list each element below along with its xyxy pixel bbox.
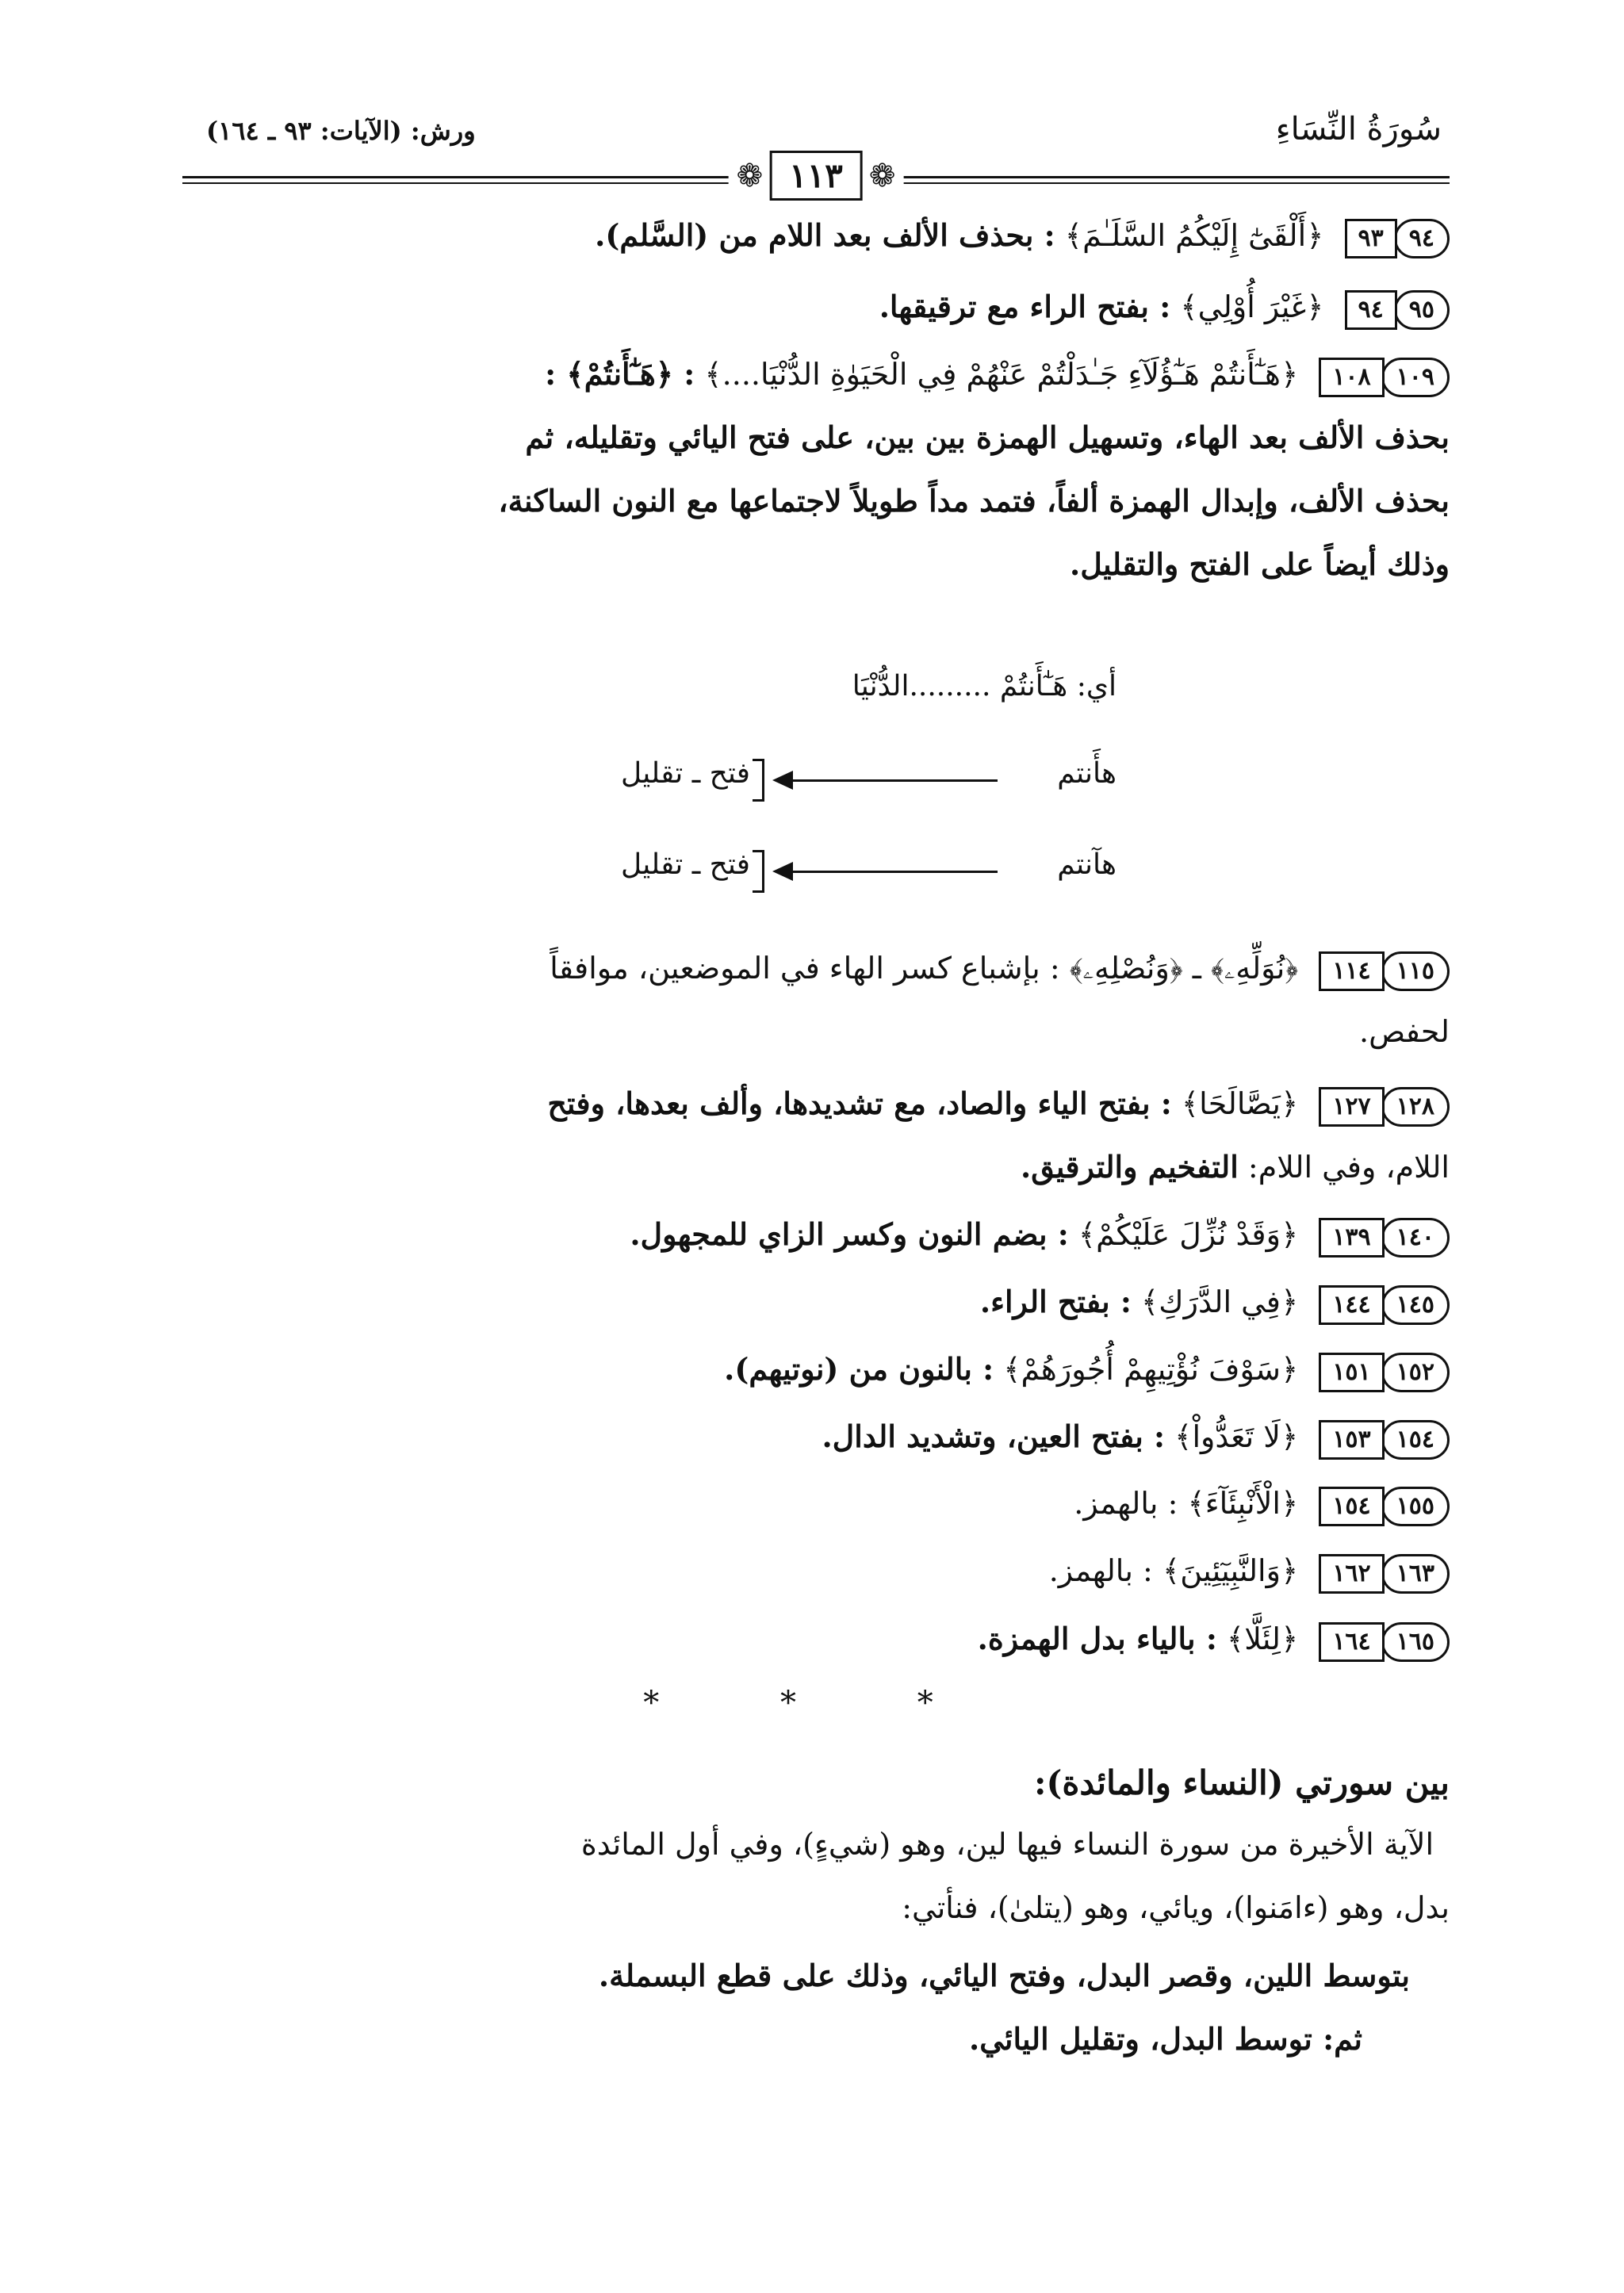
bracket-icon bbox=[753, 850, 764, 893]
page bbox=[182, 87, 1450, 2245]
entry-note: : ﴿هَـٰٓأَنتُمْ﴾ : bbox=[545, 356, 695, 392]
paragraph-prefix: ثم: bbox=[1323, 2021, 1362, 2057]
verse-text: ﴿لَا تَعَدُّواْ﴾ bbox=[1174, 1419, 1299, 1454]
verse-number-badge bbox=[1345, 219, 1450, 258]
hafs-number: ١٤٥ bbox=[1381, 1285, 1450, 1325]
entry-row bbox=[182, 1213, 1450, 1258]
paragraph-line: بتوسط اللين، وقصر البدل، وفتح اليائي، وذلك على قطع البسملة. bbox=[598, 1958, 1410, 1993]
verse-number-badge bbox=[1319, 1353, 1450, 1392]
diagram-title bbox=[852, 670, 1116, 702]
continuation-text-bold: التفخيم والترقيق. bbox=[1020, 1149, 1239, 1185]
verse-number-badge bbox=[1319, 1087, 1450, 1127]
bracket-icon bbox=[753, 759, 764, 802]
hafs-number: ١٥٢ bbox=[1381, 1353, 1450, 1392]
section-separator: * * * bbox=[643, 1685, 989, 1721]
entry-note: : بالهمز. bbox=[1048, 1553, 1153, 1588]
verse-text: ﴿غَيْرَ أُوْلِي﴾ bbox=[1180, 289, 1324, 324]
verse-text: ﴿نُوَلِّهِۦ﴾ ـ ﴿وَنُصْلِهِۦ﴾ bbox=[1069, 951, 1299, 986]
hafs-number: ١٦٣ bbox=[1381, 1554, 1450, 1594]
warsh-number: ١٦٢ bbox=[1319, 1554, 1384, 1594]
hafs-number: ٩٥ bbox=[1394, 290, 1450, 330]
arrow-left-icon bbox=[776, 779, 998, 782]
paragraph-line: بحذف الألف بعد الهاء، وتسهيل الهمزة بين بين، على فتح اليائي وتقليله، ثم bbox=[525, 419, 1450, 455]
entry-row bbox=[182, 1280, 1450, 1325]
warsh-number: ١٤٤ bbox=[1319, 1285, 1384, 1325]
entry-row bbox=[182, 1415, 1450, 1460]
warsh-number: ٩٤ bbox=[1345, 290, 1397, 330]
entry-row bbox=[182, 1082, 1450, 1127]
verse-text: ﴿الْأَنْبِئَآءَ﴾ bbox=[1187, 1486, 1299, 1521]
entry-note: : بفتح الياء والصاد، مع تشديدها، وألف بعدها، وفتح bbox=[547, 1085, 1172, 1121]
warsh-number: ١١٤ bbox=[1319, 951, 1384, 991]
entry-continuation: لحفص. bbox=[1359, 1014, 1450, 1049]
warsh-number: ١٥٤ bbox=[1319, 1487, 1384, 1526]
warsh-number: ١٥٣ bbox=[1319, 1420, 1384, 1460]
diagram-row-1-target: فتح ـ تقليل bbox=[620, 757, 750, 790]
warsh-number: ١٥١ bbox=[1319, 1353, 1384, 1392]
hafs-number: ٩٤ bbox=[1394, 219, 1450, 258]
verse-number-badge bbox=[1319, 1218, 1450, 1258]
entry-note: : بضم النون وكسر الزاي للمجهول. bbox=[630, 1216, 1069, 1252]
verse-range-label: ورش: (الآيات: ٩٣ ـ ١٦٤) bbox=[206, 116, 476, 146]
hafs-number: ١٦٥ bbox=[1381, 1622, 1450, 1662]
warsh-number: ١٣٩ bbox=[1319, 1218, 1384, 1258]
warsh-number: ٩٣ bbox=[1345, 219, 1397, 258]
entry-row bbox=[182, 214, 1450, 258]
paragraph-text: توسط البدل، وتقليل اليائي. bbox=[968, 2021, 1312, 2057]
section-heading: بين سورتي (النساء والمائدة): bbox=[1033, 1763, 1450, 1802]
entry-note: : بفتح العين، وتشديد الدال. bbox=[822, 1418, 1166, 1454]
paragraph-line: بدل، وهو (ءامَنوا)، ويائي، وهو (يتلىٰ)، فنأتي: bbox=[902, 1890, 1450, 1925]
entry-continuation bbox=[182, 1146, 1450, 1189]
entry-note: : بحذف الألف بعد اللام من (السَّلم). bbox=[595, 217, 1055, 253]
verse-number-badge bbox=[1319, 1487, 1450, 1526]
entry-row bbox=[182, 285, 1450, 330]
page-header bbox=[182, 111, 1450, 195]
entry-note: : بالهمز. bbox=[1074, 1486, 1178, 1521]
entry-row bbox=[182, 353, 1450, 397]
entry-note: : بالياء بدل الهمزة. bbox=[977, 1621, 1217, 1656]
warsh-number: ١٦٤ bbox=[1319, 1622, 1384, 1662]
hafs-number: ١٤٠ bbox=[1381, 1218, 1450, 1258]
paragraph-line: الآية الأخيرة من سورة النساء فيها لين، وهو (شيءٍ)، وفي أول المائدة bbox=[580, 1827, 1434, 1862]
hafs-number: ١٠٩ bbox=[1381, 358, 1450, 397]
diagram-title-verse: هَـٰٓأَنتُمْ .........الدُّنْيَا bbox=[852, 670, 1068, 702]
verse-number-badge bbox=[1319, 1554, 1450, 1594]
warsh-number: ١٢٧ bbox=[1319, 1087, 1384, 1127]
paragraph-line bbox=[182, 2018, 1362, 2060]
diagram-row-1-word: هأَنتم bbox=[1057, 757, 1116, 790]
diagram-title-prefix: أي: bbox=[1076, 670, 1116, 702]
verse-text: ﴿لِئَلَّا﴾ bbox=[1226, 1621, 1299, 1656]
entry-row bbox=[182, 947, 1450, 991]
verse-number-badge bbox=[1345, 290, 1450, 330]
verse-text: ﴿أَلْقَىٰٓ إِلَيْكُمُ السَّلَـٰمَ﴾ bbox=[1064, 218, 1324, 253]
verse-number-badge bbox=[1319, 1285, 1450, 1325]
hafs-number: ١٥٤ bbox=[1381, 1420, 1450, 1460]
hafs-number: ١١٥ bbox=[1381, 951, 1450, 991]
paragraph-line: وذلك أيضاً على الفتح والتقليل. bbox=[1070, 546, 1450, 582]
diagram-row-2-target: فتح ـ تقليل bbox=[620, 848, 750, 881]
verse-number-badge bbox=[1319, 1420, 1450, 1460]
entry-note: : بفتح الراء مع ترقيقها. bbox=[879, 289, 1171, 324]
ornament-icon: ❁ bbox=[868, 157, 896, 194]
verse-text: ﴿وَالنَّبِيٓئِينَ﴾ bbox=[1162, 1553, 1299, 1588]
reading-diagram bbox=[546, 670, 1116, 940]
surah-title: سُورَةُ النِّسَاءِ bbox=[1275, 111, 1442, 147]
entry-note: : بالنون من (نوتيهم). bbox=[724, 1351, 994, 1387]
verse-number-badge bbox=[1319, 951, 1450, 991]
verse-number-badge bbox=[1319, 358, 1450, 397]
verse-text: ﴿وَقَدْ نُزِّلَ عَلَيْكُمْ﴾ bbox=[1078, 1217, 1299, 1252]
hafs-number: ١٢٨ bbox=[1381, 1087, 1450, 1127]
arrow-left-icon bbox=[776, 871, 998, 873]
verse-text: ﴿هَـٰٓأَنتُمْ هَـٰٓؤُلَآءِ جَـٰدَلْتُمْ عَنْهُمْ فِي الْحَيَوٰةِ الدُّنْيَا....﴾ bbox=[704, 357, 1299, 392]
verse-text: ﴿سَوْفَ نُؤْتِيهِمْ أُجُورَهُمْ﴾ bbox=[1003, 1352, 1299, 1387]
warsh-number: ١٠٨ bbox=[1319, 358, 1384, 397]
verse-text: ﴿يَصَّالَحَا﴾ bbox=[1181, 1086, 1299, 1121]
ornament-icon: ❁ bbox=[736, 157, 764, 194]
page-number: ١١٣ bbox=[769, 151, 863, 201]
diagram-row-2-word: هآنتم bbox=[1057, 848, 1116, 881]
hafs-number: ١٥٥ bbox=[1381, 1487, 1450, 1526]
entry-note: : بفتح الراء. bbox=[979, 1284, 1132, 1319]
entry-row bbox=[182, 1483, 1450, 1526]
verse-number-badge bbox=[1319, 1622, 1450, 1662]
entry-row bbox=[182, 1550, 1450, 1594]
verse-text: ﴿فِي الدَّرَكِ﴾ bbox=[1141, 1284, 1299, 1319]
entry-note: : بإشباع كسر الهاء في الموضعين، موافقاً bbox=[550, 951, 1060, 986]
page-number-frame bbox=[729, 151, 904, 201]
entry-row bbox=[182, 1348, 1450, 1392]
paragraph-line: بحذف الألف، وإبدال الهمزة ألفاً، فتمد مداً طويلاً لاجتماعها مع النون الساكنة، bbox=[498, 483, 1450, 519]
continuation-text: اللام، وفي اللام: bbox=[1247, 1150, 1450, 1185]
entry-row bbox=[182, 1617, 1450, 1662]
